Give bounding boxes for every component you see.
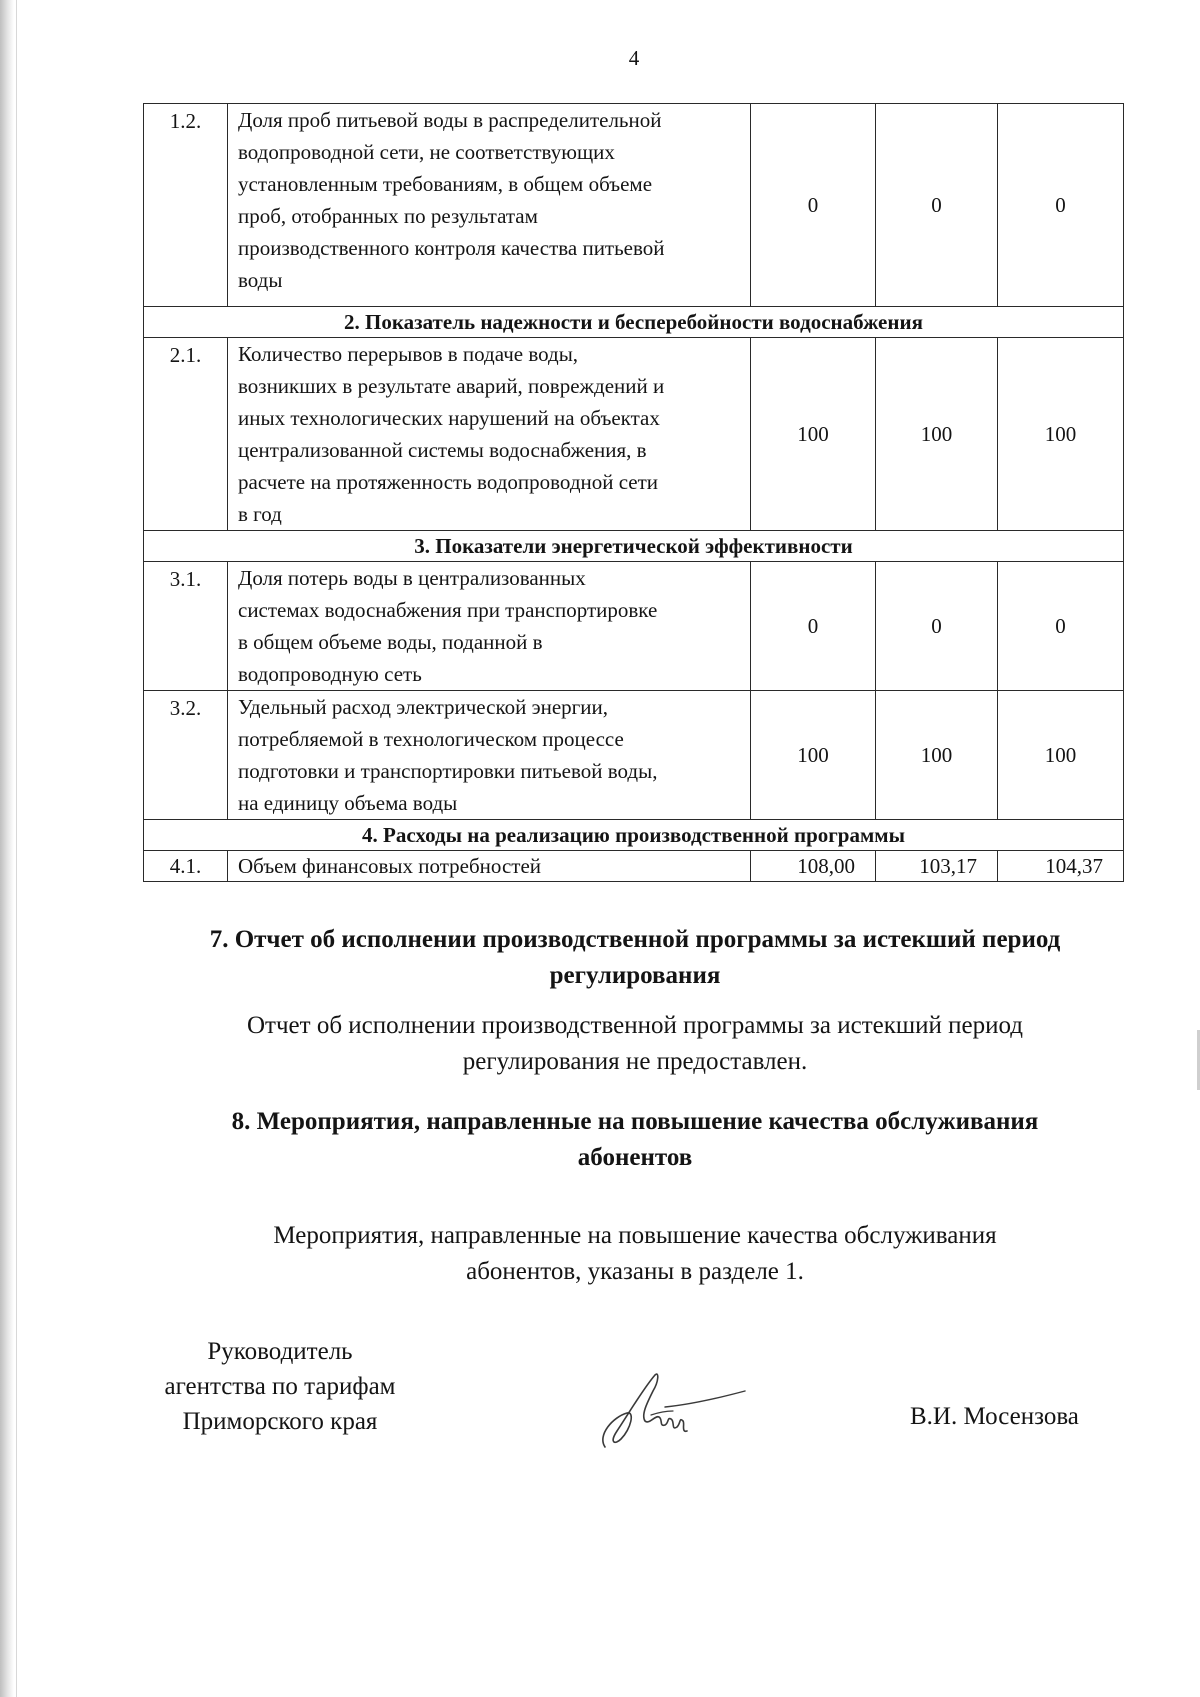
section-7-heading	[130, 922, 1140, 994]
indicator-description	[228, 338, 751, 531]
indicator-description	[228, 851, 751, 882]
indicator-value: 100	[876, 691, 998, 820]
indicator-value: 100	[751, 691, 876, 820]
handwritten-signature	[595, 1365, 755, 1455]
indicator-description	[228, 562, 751, 691]
row-number: 2.1.	[144, 338, 228, 531]
indicator-value: 0	[751, 104, 876, 307]
section-8-heading-line-1: 8. Мероприятия, направленные на повышение качества обслуживания	[231, 1108, 1039, 1135]
table-section-row	[144, 531, 1124, 562]
indicator-value: 0	[876, 104, 998, 307]
section-title: 2. Показатель надежности и бесперебойности водоснабжения	[144, 307, 1124, 338]
description-line: Объем финансовых потребностей	[238, 854, 542, 878]
description-line: воды	[238, 268, 283, 292]
description-line: иных технологических нарушений на объектах	[238, 406, 660, 430]
section-7-text-line-2: регулирования не предоставлен.	[462, 1048, 808, 1075]
indicator-value: 0	[751, 562, 876, 691]
indicator-value: 100	[998, 338, 1124, 531]
description-line: подготовки и транспортировки питьевой воды,	[238, 759, 658, 783]
row-number: 3.2.	[144, 691, 228, 820]
indicator-value: 103,17	[876, 851, 998, 882]
section-7-text	[150, 1008, 1120, 1080]
scan-edge-line	[16, 0, 17, 1697]
signatory-position	[130, 1334, 430, 1439]
indicator-value: 0	[876, 562, 998, 691]
scan-left-edge	[0, 0, 14, 1697]
signatory-position-line-2: агентства по тарифам	[164, 1373, 396, 1400]
table-row	[144, 851, 1124, 882]
description-line: расчете на протяженность водопроводной сети	[238, 470, 659, 494]
indicator-value: 100	[998, 691, 1124, 820]
description-line: Удельный расход электрической энергии,	[238, 695, 609, 719]
indicator-value: 0	[998, 562, 1124, 691]
description-line: Доля проб питьевой воды в распределительной	[238, 108, 662, 132]
indicators-table-body	[144, 104, 1124, 882]
section-7-heading-line-1: 7. Отчет об исполнении производственной программы за истекший период	[209, 926, 1061, 953]
indicator-description	[228, 691, 751, 820]
table-row	[144, 562, 1124, 691]
row-number: 3.1.	[144, 562, 228, 691]
description-line: Доля потерь воды в централизованных	[238, 566, 586, 590]
description-line: на единицу объема воды	[238, 791, 458, 815]
description-line: производственного контроля качества питьевой	[238, 236, 665, 260]
description-line: установленным требованиям, в общем объеме	[238, 172, 653, 196]
table-section-row	[144, 307, 1124, 338]
section-title: 3. Показатели энергетической эффективности	[144, 531, 1124, 562]
table-section-row	[144, 820, 1124, 851]
table-row	[144, 691, 1124, 820]
signatory-position-line-3: Приморского края	[182, 1408, 378, 1435]
section-8-heading	[130, 1104, 1140, 1176]
description-line: водопроводной сети, не соответствующих	[238, 140, 615, 164]
indicator-value: 108,00	[751, 851, 876, 882]
description-line: Количество перерывов в подаче воды,	[238, 342, 579, 366]
row-number: 1.2.	[144, 104, 228, 307]
description-line: централизованной системы водоснабжения, в	[238, 438, 647, 462]
section-7-heading-line-2: регулирования	[549, 962, 721, 989]
section-8-text-line-1: Мероприятия, направленные на повышение качества обслуживания	[273, 1222, 997, 1249]
row-number: 4.1.	[144, 851, 228, 882]
section-8-text-line-2: абонентов, указаны в разделе 1.	[466, 1258, 804, 1285]
section-8-text	[150, 1218, 1120, 1290]
description-line: возникших в результате аварий, повреждений и	[238, 374, 665, 398]
table-row	[144, 338, 1124, 531]
table-row	[144, 104, 1124, 307]
description-line: в общем объеме воды, поданной в	[238, 630, 543, 654]
indicator-value: 100	[751, 338, 876, 531]
section-7-text-line-1: Отчет об исполнении производственной программы за истекший период	[247, 1012, 1023, 1039]
section-title: 4. Расходы на реализацию производственной программы	[144, 820, 1124, 851]
signatory-position-line-1: Руководитель	[207, 1338, 353, 1365]
indicators-table	[143, 103, 1124, 882]
description-line: системах водоснабжения при транспортировке	[238, 598, 658, 622]
section-8-heading-line-2: абонентов	[577, 1144, 693, 1171]
indicator-value: 100	[876, 338, 998, 531]
signatory-name: В.И. Мосензова	[910, 1403, 1079, 1430]
indicator-value: 104,37	[998, 851, 1124, 882]
page-number: 4	[628, 46, 640, 70]
description-line: водопроводную сеть	[238, 662, 422, 686]
description-line: потребляемой в технологическом процессе	[238, 727, 624, 751]
indicator-value: 0	[998, 104, 1124, 307]
description-line: проб, отобранных по результатам	[238, 204, 538, 228]
indicator-description	[228, 104, 751, 307]
description-line: в год	[238, 502, 282, 526]
